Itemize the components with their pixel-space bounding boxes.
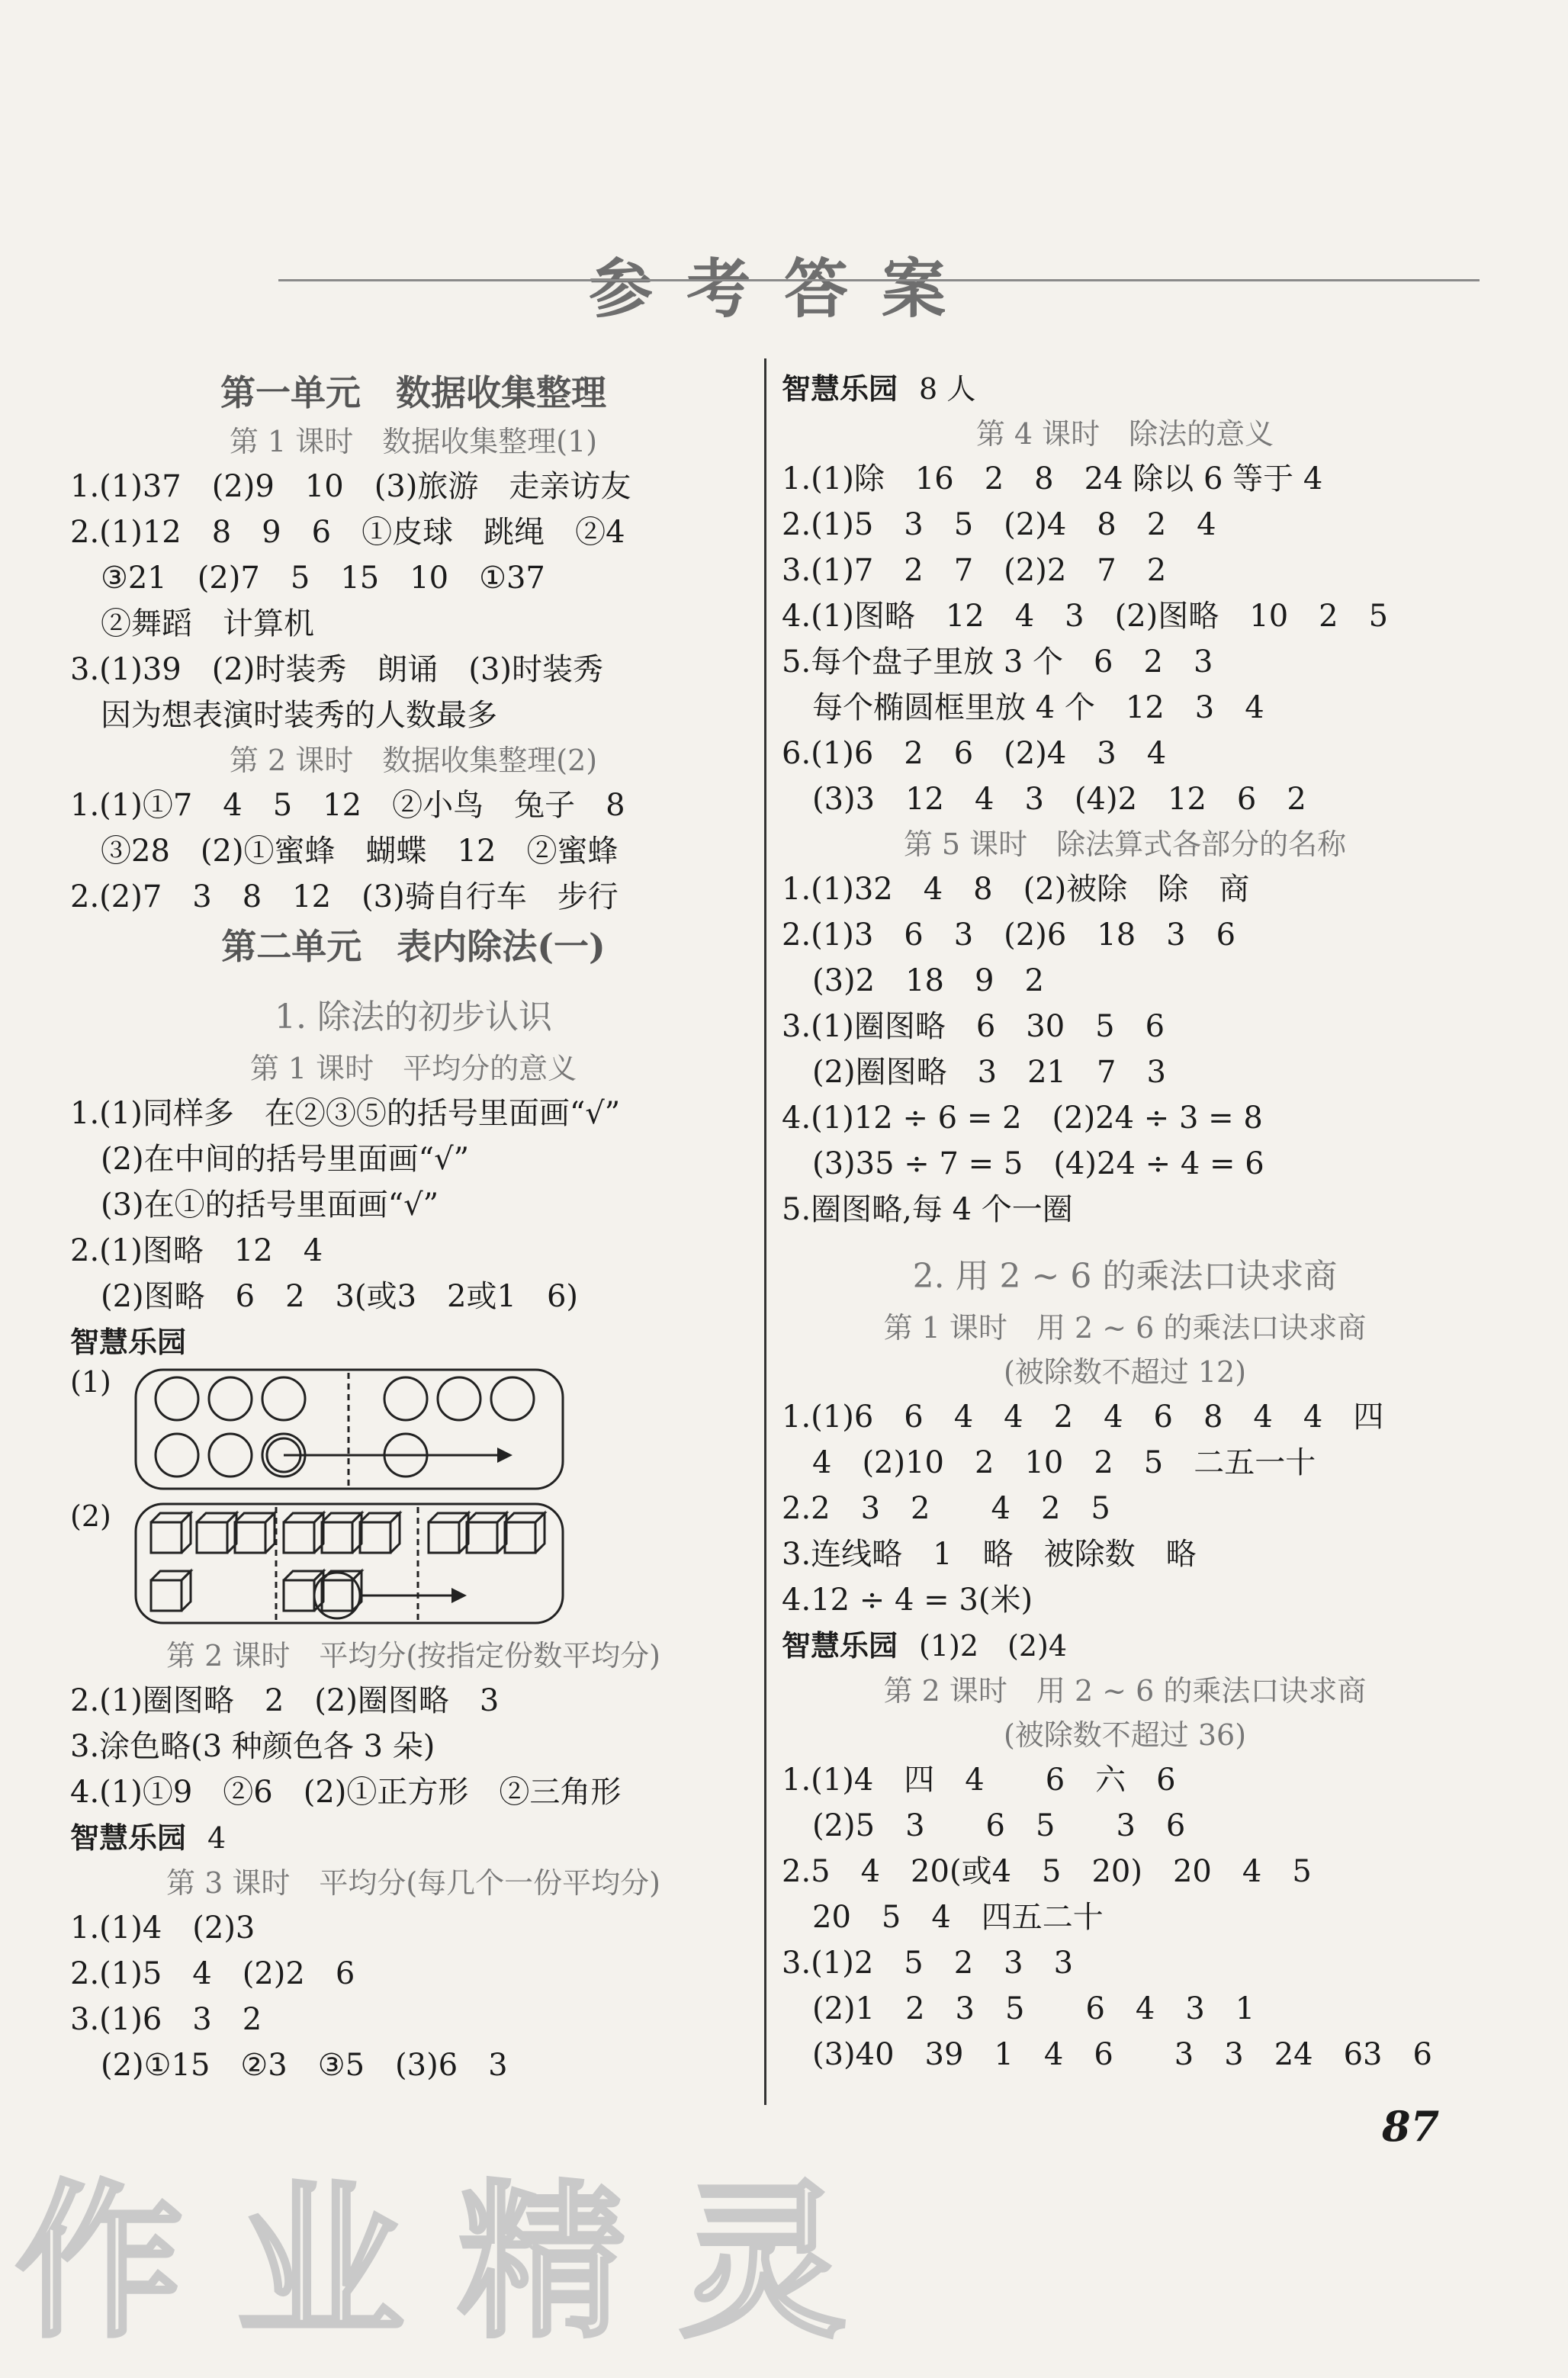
- page-number: 87: [1382, 2102, 1440, 2151]
- cube-face: [360, 1522, 390, 1553]
- cube-shape: [322, 1571, 361, 1611]
- answer-line: 4 (2)10 2 10 2 5 二五一十: [812, 1445, 1316, 1480]
- cube-face: [322, 1580, 352, 1611]
- cube-face: [284, 1522, 314, 1553]
- cube-side: [265, 1513, 275, 1553]
- cube-shape: [151, 1513, 191, 1553]
- answer-line: (2)在中间的括号里面画“√”: [101, 1142, 470, 1177]
- answer-line: 3.(1)2 5 2 3 3: [782, 1946, 1074, 1981]
- answer-line: (3)在①的括号里面画“√”: [101, 1187, 439, 1223]
- answer-line: 1.(1)6 6 4 4 2 4 6 8 4 4 四: [782, 1399, 1384, 1435]
- cube-face: [235, 1522, 265, 1553]
- arrow-head: [451, 1588, 467, 1603]
- answer-line: 2.(1)5 4 (2)2 6: [70, 1956, 355, 1991]
- lesson-heading: 第 4 课时 除法的意义: [975, 417, 1274, 451]
- answer-line: 1.(1)32 4 8 (2)被除 除 商: [782, 872, 1250, 907]
- answer-line: 5.每个盘子里放 3 个 6 2 3: [782, 644, 1213, 680]
- bonus-label: 智慧乐园: [70, 1821, 187, 1855]
- cube-face: [322, 1522, 352, 1553]
- column-divider: [764, 358, 766, 2105]
- cube-shape: [360, 1513, 400, 1553]
- cube-side: [390, 1513, 400, 1553]
- bonus-section-heading: [70, 1319, 757, 1365]
- lesson-heading: 第 3 课时 平均分(每几个一份平均分): [166, 1866, 660, 1900]
- answer-line: 20 5 4 四五二十: [812, 1900, 1104, 1935]
- watermark: 作业精灵: [15, 2165, 901, 2360]
- answer-line: (3)40 39 1 4 6 3 3 24 63 6: [812, 2037, 1432, 2072]
- section-heading: 2. 用 2 ~ 6 的乘法口诀求商: [912, 1257, 1338, 1296]
- title-rule: [278, 279, 1480, 281]
- bonus-answer: 8 人: [919, 372, 976, 406]
- answer-line: 每个椭圆框里放 4 个 12 3 4: [812, 690, 1264, 725]
- answer-line: 6.(1)6 2 6 (2)4 3 4: [782, 736, 1167, 771]
- answer-line: 2.(1)5 3 5 (2)4 8 2 4: [782, 507, 1216, 542]
- answer-line: ③21 (2)7 5 15 10 ①37: [101, 561, 545, 596]
- lesson-heading: 第 1 课时 数据收集整理(1): [229, 425, 598, 458]
- cube-face: [429, 1522, 459, 1553]
- answer-line: (3)35 ÷ 7 = 5 (4)24 ÷ 4 = 6: [812, 1146, 1264, 1181]
- answer-line: (2)图略 6 2 3(或3 2或1 6): [101, 1279, 579, 1314]
- lesson-heading: (被除数不超过 12): [1003, 1355, 1247, 1389]
- answer-line: 2.(2)7 3 8 12 (3)骑自行车 步行: [70, 879, 619, 914]
- answer-line: 2.(1)圈图略 2 (2)圈图略 3: [70, 1683, 500, 1718]
- arrow-head: [497, 1448, 512, 1463]
- cube-shape: [467, 1513, 506, 1553]
- answer-line: (2)①15 ②3 ③5 (3)6 3: [101, 2048, 508, 2083]
- bonus-section-heading: [782, 1623, 1468, 1669]
- answer-line: 3.(1)圈图略 6 30 5 6: [782, 1009, 1165, 1044]
- left-column: [70, 366, 757, 2088]
- lesson-heading: 第 2 课时 数据收集整理(2): [229, 744, 598, 777]
- answer-line: 2.2 3 2 4 2 5: [782, 1491, 1110, 1526]
- unit-heading: 第二单元 表内除法(一): [221, 926, 606, 967]
- figure-drawing: [131, 1499, 567, 1628]
- answer-line: 1.(1)37 (2)9 10 (3)旅游 走亲访友: [70, 469, 631, 504]
- bonus-label: 智慧乐园: [70, 1326, 187, 1359]
- answer-line: 3.(1)6 3 2: [70, 2002, 262, 2037]
- bonus-answer: (1)2 (2)4: [919, 1629, 1068, 1663]
- answer-line: 2.(1)图略 12 4: [70, 1233, 323, 1268]
- answer-line: 1.(1)除 16 2 8 24 除以 6 等于 4: [782, 461, 1323, 496]
- lesson-heading: 第 2 课时 用 2 ~ 6 的乘法口诀求商: [883, 1674, 1367, 1708]
- answer-line: 2.5 4 20(或4 5 20) 20 4 5: [782, 1854, 1312, 1889]
- circle-shape: [262, 1377, 305, 1420]
- bonus-answer: 4: [207, 1821, 227, 1855]
- lesson-heading: 第 1 课时 用 2 ~ 6 的乘法口诀求商: [883, 1311, 1367, 1345]
- right-column: [782, 366, 1468, 2078]
- answer-line: ③28 (2)①蜜蜂 蝴蝶 12 ②蜜蜂: [101, 834, 619, 869]
- answer-line: (2)1 2 3 5 6 4 3 1: [812, 1991, 1255, 2026]
- cube-side: [182, 1571, 191, 1611]
- answer-line: 2.(1)3 6 3 (2)6 18 3 6: [782, 917, 1236, 953]
- figure-drawing: [131, 1365, 567, 1493]
- lesson-heading: 第 1 课时 平均分的意义: [249, 1052, 577, 1085]
- lesson-heading: (被除数不超过 36): [1003, 1718, 1247, 1752]
- circle-shape: [384, 1377, 427, 1420]
- answer-line: 3.涂色略(3 种颜色各 3 朵): [70, 1729, 435, 1764]
- section-heading: 1. 除法的初步认识: [275, 998, 552, 1036]
- lesson-heading: 第 5 课时 除法算式各部分的名称: [903, 827, 1347, 861]
- answer-line: 1.(1)同样多 在②③⑤的括号里面画“√”: [70, 1096, 621, 1131]
- circle-shape: [491, 1377, 534, 1420]
- answer-line: 2.(1)12 8 9 6 ①皮球 跳绳 ②4: [70, 515, 625, 550]
- unit-heading: 第一单元 数据收集整理: [220, 372, 606, 413]
- cube-shape: [322, 1513, 361, 1553]
- answer-line: 4.12 ÷ 4 = 3(米): [782, 1583, 1033, 1618]
- answer-line: 因为想表演时装秀的人数最多: [101, 698, 497, 733]
- circle-shape: [209, 1377, 252, 1420]
- answer-line: 3.连线略 1 略 被除数 略: [782, 1537, 1197, 1572]
- answer-line: (2)5 3 6 5 3 6: [812, 1808, 1186, 1843]
- cube-face: [505, 1522, 535, 1553]
- circles-figure: [70, 1365, 757, 1499]
- answer-line: 3.(1)39 (2)时装秀 朗诵 (3)时装秀: [70, 652, 604, 687]
- cube-shape: [284, 1513, 323, 1553]
- cube-face: [151, 1522, 182, 1553]
- cube-face: [284, 1580, 314, 1611]
- cube-face: [197, 1522, 227, 1553]
- cube-shape: [429, 1513, 468, 1553]
- cube-side: [535, 1513, 545, 1553]
- cube-side: [182, 1513, 191, 1553]
- answer-line: 3.(1)7 2 7 (2)2 7 2: [782, 553, 1167, 588]
- lesson-heading: 第 2 课时 平均分(按指定份数平均分): [166, 1639, 660, 1673]
- answer-line: 5.圈图略,每 4 个一圈: [782, 1192, 1073, 1227]
- circle-shape: [156, 1377, 198, 1420]
- circle-shape: [438, 1377, 480, 1420]
- answer-line: 4.(1)①9 ②6 (2)①正方形 ②三角形: [70, 1775, 622, 1810]
- cube-shape: [505, 1513, 545, 1553]
- cubes-figure: [70, 1499, 757, 1634]
- answer-line: 4.(1)12 ÷ 6 = 2 (2)24 ÷ 3 = 8: [782, 1101, 1263, 1136]
- answer-line: (2)圈图略 3 21 7 3: [812, 1055, 1166, 1090]
- cube-face: [467, 1522, 497, 1553]
- answer-line: ②舞蹈 计算机: [101, 606, 314, 641]
- cube-shape: [151, 1571, 191, 1611]
- answer-line: 1.(1)4 (2)3: [70, 1910, 255, 1946]
- circle-shape: [209, 1434, 252, 1477]
- cube-shape: [197, 1513, 236, 1553]
- bonus-section-heading: [70, 1815, 757, 1861]
- answer-line: 1.(1)4 四 4 6 六 6: [782, 1763, 1176, 1798]
- answer-line: (3)3 12 4 3 (4)2 12 6 2: [812, 782, 1306, 817]
- page-title: 参考答案: [588, 251, 979, 326]
- answer-line: 4.(1)图略 12 4 3 (2)图略 10 2 5: [782, 599, 1389, 634]
- cube-face: [151, 1580, 182, 1611]
- figure-label: (2): [70, 1499, 111, 1533]
- figure-label: (1): [70, 1365, 111, 1399]
- cube-shape: [235, 1513, 275, 1553]
- bonus-label: 智慧乐园: [782, 372, 898, 406]
- bonus-label: 智慧乐园: [782, 1629, 898, 1663]
- circle-shape: [156, 1434, 198, 1477]
- answer-line: (3)2 18 9 2: [812, 963, 1044, 998]
- bonus-section-heading: [782, 366, 1468, 412]
- answer-line: 1.(1)①7 4 5 12 ②小鸟 兔子 8: [70, 788, 625, 823]
